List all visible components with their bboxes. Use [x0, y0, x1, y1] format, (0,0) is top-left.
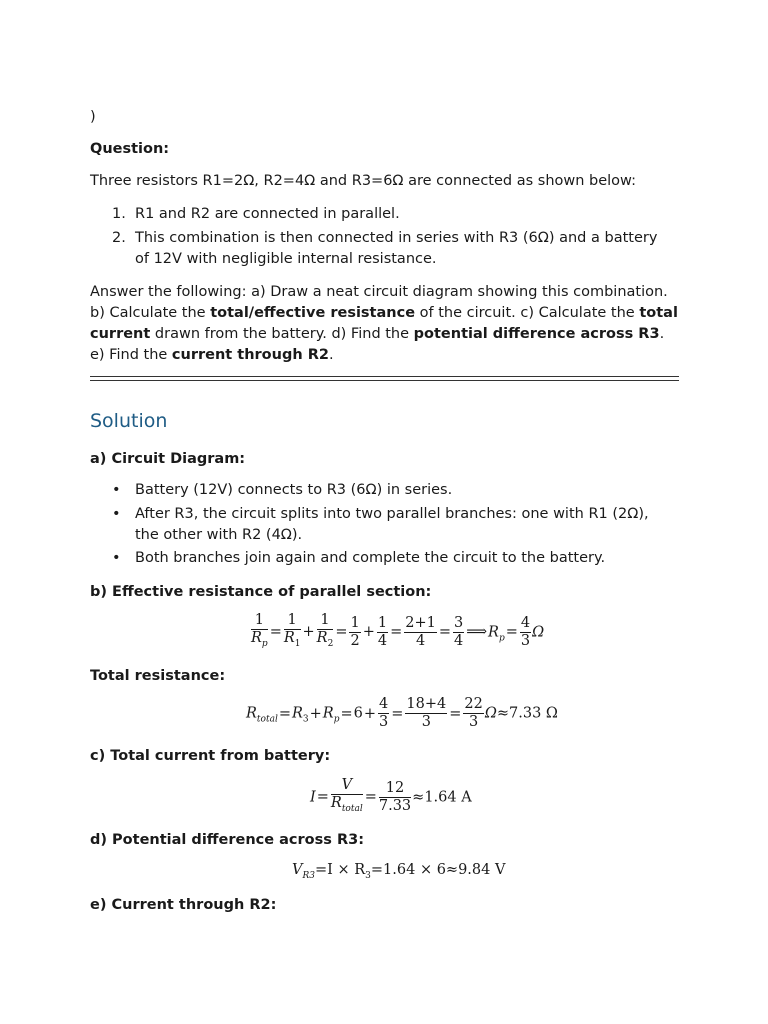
bullet-icon: •	[112, 506, 121, 522]
section-d-heading: d) Potential difference across R3:	[90, 832, 365, 848]
solution-title: Solution	[90, 410, 168, 432]
section-a-heading: a) Circuit Diagram:	[90, 451, 246, 467]
bullet-icon: •	[112, 482, 121, 498]
question-heading: Question:	[90, 141, 170, 157]
equation-total-current: I= $\frac{V}{R_{total}}$ = $\frac{12}{7.33}$ ≈1.64 A	[310, 777, 472, 814]
text-fragment: )	[90, 109, 96, 125]
equation-parallel-resistance: $\frac{1}{R_p}$ = $\frac{1}{R_1}$ + $\frac{1}{R_2}$ = $\frac{1}{2}$ + $\frac{1}{4}$ = $\frac{2+1}{4}$ = $\frac{3}{4}$ $⟹R_p=$ $\frac{4}{3}$ Ω	[251, 612, 545, 649]
bold-term: total/effective resistance	[210, 305, 416, 321]
section-b-heading: b) Effective resistance of parallel section:	[90, 584, 432, 600]
list-text: After R3, the circuit splits into two parallel branches: one with R1 (2Ω), the other with R2 (4Ω).	[135, 506, 649, 543]
section-e-heading: e) Current through R2:	[90, 897, 277, 913]
list-text: R1 and R2 are connected in parallel.	[135, 206, 400, 222]
bold-term: current through R2	[171, 347, 329, 363]
bold-term: total current	[90, 305, 678, 342]
question-tasks: Answer the following: a) Draw a neat circuit diagram showing this combination. b) Calculate the total/effective resistance of the circuit. c) Calculate the total current drawn from the battery. d) Find the potential difference across R3. e) Find the current through R2.	[90, 284, 678, 363]
section-c-heading: c) Total current from battery:	[90, 748, 331, 764]
equation-potential-difference: $V_{R3}=I \times R_3=1.64 \times 6\approx 9.84$ V	[292, 862, 506, 881]
total-resistance-heading: Total resistance:	[90, 668, 226, 684]
bold-term: potential difference across R3	[413, 326, 660, 342]
bullet-icon: •	[112, 550, 121, 566]
list-text: Both branches join again and complete the circuit to the battery.	[135, 550, 606, 566]
list-number: 1.	[112, 206, 126, 222]
question-intro: Three resistors R1=2Ω, R2=4Ω and R3=6Ω are connected as shown below:	[90, 173, 637, 189]
list-number: 2.	[112, 230, 126, 246]
list-text: This combination is then connected in series with R3 (6Ω) and a battery of 12V with negligible internal resistance.	[135, 230, 658, 267]
equation-total-resistance: $R_{total}=R_3+R_p=6+$ $\frac{4}{3}$ = $\frac{18+4}{3}$ = $\frac{22}{3}$ Ω≈7.33 Ω	[246, 696, 558, 730]
list-text: Battery (12V) connects to R3 (6Ω) in series.	[135, 482, 453, 498]
horizontal-rule	[90, 376, 679, 381]
